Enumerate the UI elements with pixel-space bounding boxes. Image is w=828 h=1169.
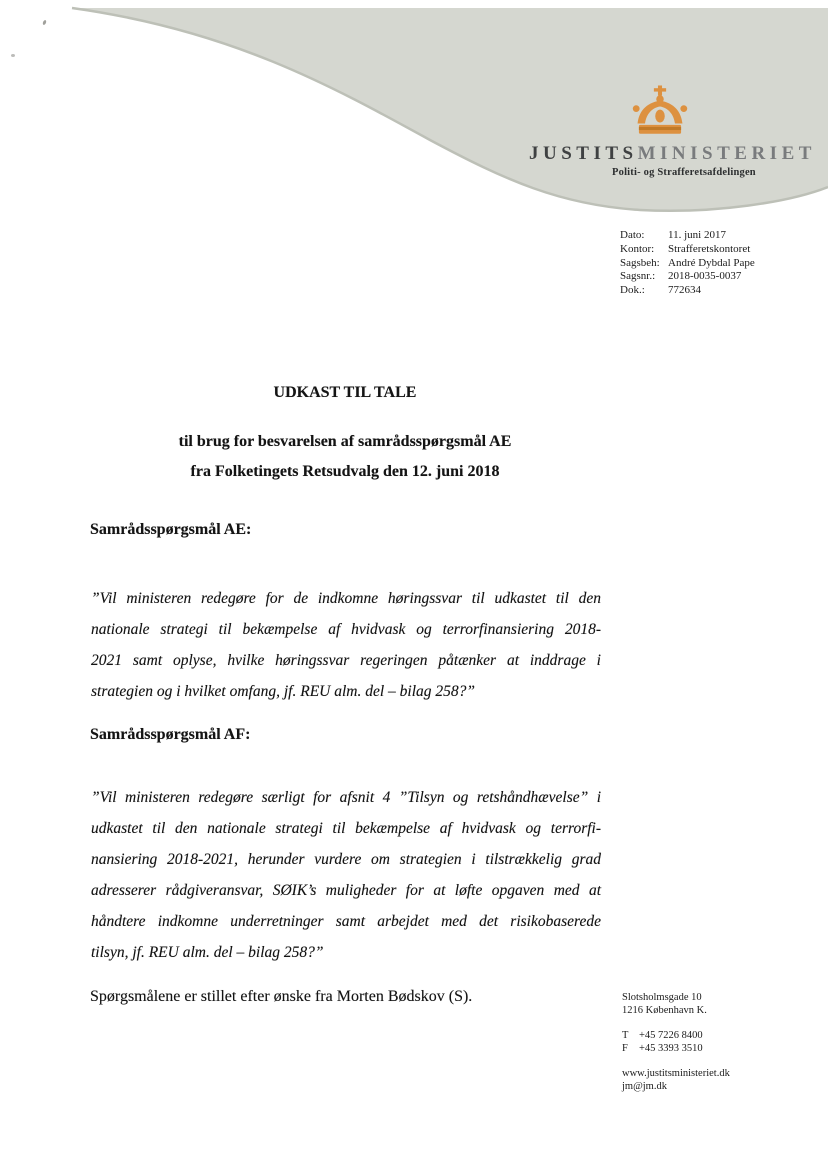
section-heading-af: Samrådsspørgsmål AF: — [90, 726, 251, 743]
case-metadata — [620, 229, 755, 298]
phone-label: T — [622, 1030, 629, 1041]
paragraph-line: 2021 samt oplyse, hvilke høringssvar regeringen påtænker at inddrage i — [91, 652, 601, 669]
question-ae-paragraph — [91, 583, 601, 707]
paragraph-line: nationale strategi til bekæmpelse af hvidvask og terrorfinansiering 2018- — [91, 621, 601, 638]
meta-row-sagsbeh — [620, 257, 755, 271]
email-address: jm@jm.dk — [622, 1081, 667, 1092]
wordmark-secondary: MINISTERIET — [637, 143, 816, 164]
meta-label: Dato: — [620, 229, 645, 241]
meta-value: 11. juni 2017 — [668, 229, 726, 241]
paragraph-line: nansiering 2018-2021, herunder vurdere om strategien i tilstrækkelig grad — [91, 851, 601, 868]
document-title: UDKAST TIL TALE — [273, 384, 417, 401]
paragraph-line: udkastet til den nationale strategi til bekæmpelse af hvidvask og terrorfi- — [91, 820, 601, 837]
contact-block — [622, 991, 730, 1105]
meta-value: Strafferetskontoret — [668, 242, 751, 255]
fax-label: F — [622, 1043, 628, 1054]
phone-row — [622, 1029, 730, 1042]
meta-value: André Dybdal Pape — [668, 256, 755, 269]
address-line: 1216 København K. — [622, 1005, 707, 1016]
crown-icon — [626, 84, 694, 140]
paragraph-line: ”Vil ministeren redegøre særligt for afsnit 4 ”Tilsyn og retshåndhævelse” i — [91, 789, 601, 806]
scan-artifact — [11, 54, 15, 57]
wordmark-primary: JUSTITS — [529, 143, 638, 164]
paragraph-line: tilsyn, jf. REU alm. del – bilag 258?” — [91, 944, 324, 961]
phone-number: +45 7226 8400 — [639, 1030, 703, 1041]
website-url: www.justitsministeriet.dk — [622, 1068, 730, 1079]
meta-label: Sagsnr.: — [620, 270, 656, 283]
meta-row-kontor — [620, 243, 755, 257]
paragraph-line: adresserer rådgiveransvar, SØIK’s muligheder for at løfte opgaven med at — [91, 882, 601, 899]
meta-value: 2018-0035-0037 — [668, 270, 742, 283]
meta-label: Kontor: — [620, 242, 655, 255]
question-af-paragraph — [91, 782, 601, 968]
paragraph-line: ”Vil ministeren redegøre for de indkomne høringssvar til udkastet til den — [91, 590, 601, 607]
meta-row-dok — [620, 284, 755, 298]
closing-line: Spørgsmålene er stillet efter ønske fra Morten Bødskov (S). — [90, 988, 473, 1005]
fax-row — [622, 1042, 730, 1055]
phone-block — [622, 1029, 730, 1055]
ministry-wordmark — [529, 143, 816, 165]
document-subtitle-1: til brug for besvarelsen af samrådsspørgsmål AE — [178, 433, 512, 450]
department-name: Politi- og Strafferetsafdelingen — [612, 167, 756, 178]
fax-number: +45 3393 3510 — [639, 1043, 703, 1054]
paragraph-line: strategien og i hvilket omfang, jf. REU alm. del – bilag 258?” — [91, 683, 476, 700]
paragraph-line: håndtere indkomne underretninger samt arbejdet med det risikobaserede — [91, 913, 601, 930]
meta-value: 772634 — [668, 284, 701, 297]
meta-label: Dok.: — [620, 284, 645, 297]
section-heading-ae: Samrådsspørgsmål AE: — [90, 521, 252, 538]
header-band — [0, 0, 828, 230]
meta-label: Sagsbeh: — [620, 256, 660, 269]
document-subtitle-2: fra Folketingets Retsudvalg den 12. juni 2018 — [190, 463, 500, 480]
meta-row-sagsnr — [620, 270, 755, 284]
address-line: Slotsholmsgade 10 — [622, 992, 702, 1003]
meta-row-dato — [620, 229, 755, 243]
web-block — [622, 1067, 730, 1093]
address-block — [622, 991, 730, 1017]
